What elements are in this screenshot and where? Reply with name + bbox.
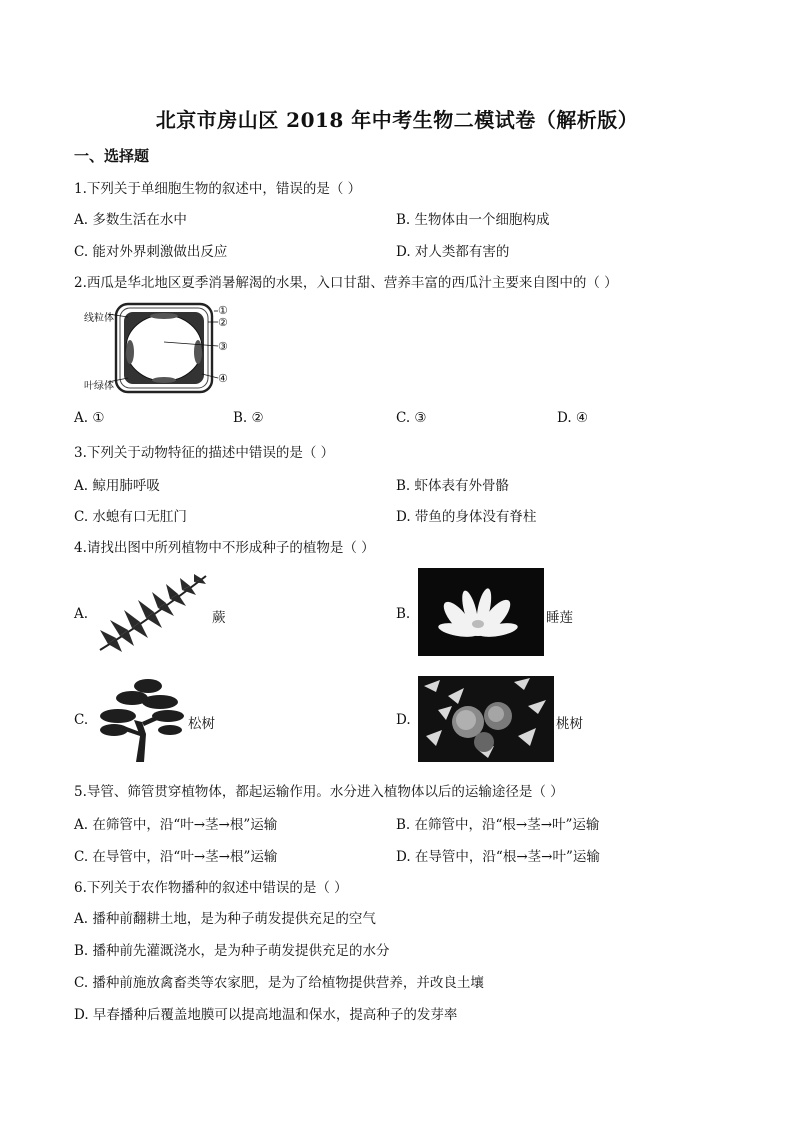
question-4-option-a-letter: A. [74,606,89,622]
question-4-option-c-name: 松树 [188,716,215,732]
question-3-option-b: B. 虾体表有外骨骼 [396,478,510,494]
question-2-option-d: D. ④ [557,410,589,426]
question-3-option-d: D. 带鱼的身体没有脊柱 [396,509,537,525]
marker-4: ④ [218,372,228,385]
question-1-stem: 1.下列关于单细胞生物的叙述中，错误的是（ ） [74,181,362,197]
question-6-option-d: D. 早春播种后覆盖地膜可以提高地温和保水，提高种子的发芽率 [74,1007,458,1023]
question-5-option-c: C. 在导管中，沿“叶→茎→根”运输 [74,849,278,865]
question-6-option-a: A. 播种前翻耕土地，是为种子萌发提供充足的空气 [74,911,376,927]
question-4-option-d-name: 桃树 [556,716,583,732]
question-2-option-b: B. ② [233,410,264,426]
question-4-stem: 4.请找出图中所列植物中不形成种子的植物是（ ） [74,540,375,556]
question-5-option-b: B. 在筛管中，沿“根→茎→叶”运输 [396,817,600,833]
question-2-option-c: C. ③ [396,410,427,426]
section-heading: 一、选择题 [74,147,150,165]
question-3-stem: 3.下列关于动物特征的描述中错误的是（ ） [74,445,335,461]
question-1-option-c: C. 能对外界刺激做出反应 [74,244,228,260]
document-title: 北京市房山区 2018 年中考生物二模试卷（解析版） [155,108,639,132]
label-chloroplast: 叶绿体 [84,381,114,392]
question-4-option-b-letter: B. [396,606,411,622]
question-2-stem: 2.西瓜是华北地区夏季消暑解渴的水果，入口甘甜、营养丰富的西瓜汁主要来自图中的（ ） [74,275,618,291]
question-4-option-a-name: 蕨 [212,610,226,626]
question-3-option-c: C. 水螅有口无肛门 [74,509,187,525]
question-1-option-b: B. 生物体由一个细胞构成 [396,212,550,228]
marker-3: ③ [218,340,228,353]
question-1-option-d: D. 对人类都有害的 [396,244,510,260]
peach-tree-image [418,676,554,762]
water-lily-image [418,568,544,656]
question-4-option-d-letter: D. [396,712,411,728]
question-5-stem: 5.导管、筛管贯穿植物体，都起运输作用。水分进入植物体以后的运输途径是（ ） [74,784,564,800]
question-6-option-c: C. 播种前施放禽畜类等农家肥，是为了给植物提供营养，并改良土壤 [74,975,484,991]
question-4-option-c-letter: C. [74,712,89,728]
fern-image [96,572,210,656]
question-6-stem: 6.下列关于农作物播种的叙述中错误的是（ ） [74,880,348,896]
question-5-option-d: D. 在导管中，沿“根→茎→叶”运输 [396,849,600,865]
question-6-option-b: B. 播种前先灌溉浇水，是为种子萌发提供充足的水分 [74,943,390,959]
question-3-option-a: A. 鲸用肺呼吸 [74,478,160,494]
pine-tree-image [96,676,186,764]
marker-1: ① [218,304,228,317]
question-5-option-a: A. 在筛管中，沿“叶→茎→根”运输 [74,817,278,833]
question-1-option-a: A. 多数生活在水中 [74,212,187,228]
label-mitochondria: 线粒体 [84,313,114,324]
question-2-option-a: A. ① [74,410,105,426]
question-4-option-b-name: 睡莲 [546,610,573,626]
marker-2: ② [218,316,228,329]
